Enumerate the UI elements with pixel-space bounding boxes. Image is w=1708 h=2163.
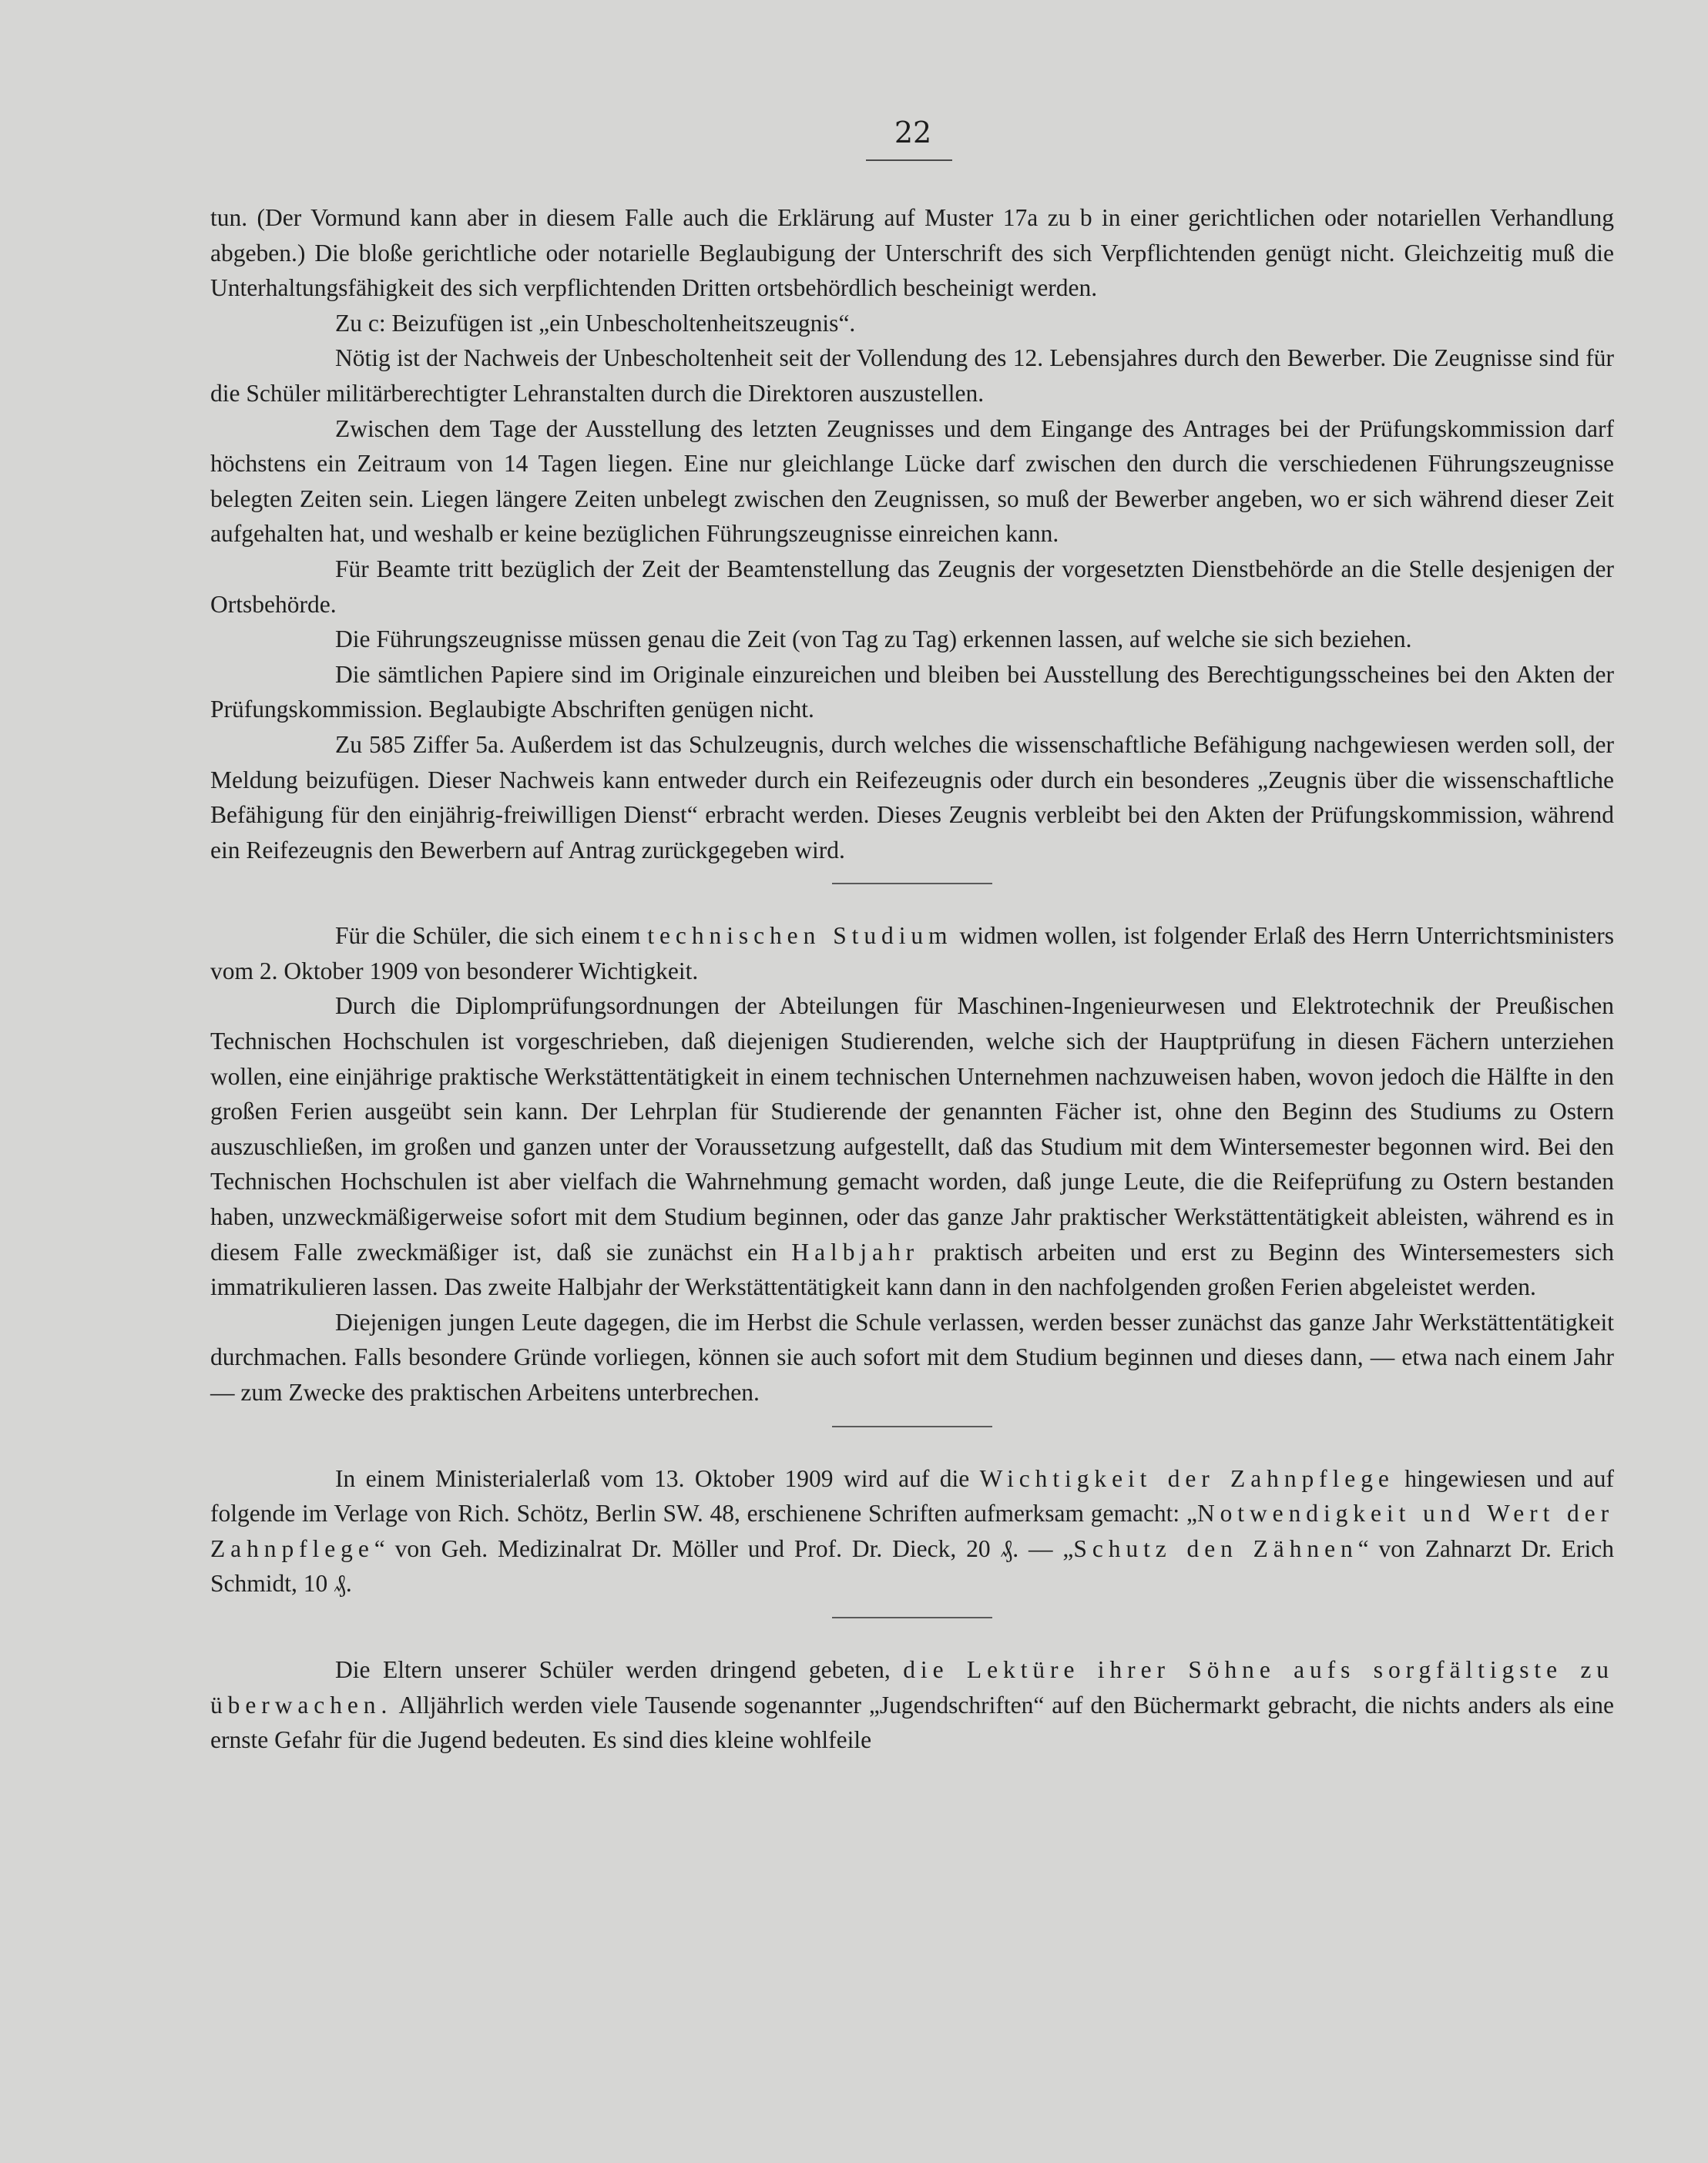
paragraph: In einem Ministerialerlaß vom 13. Oktober 1909 wird auf die Wichtigkeit der Zahnpflege hingewiesen und auf folgende im Verlage von Rich. Schötz, Berlin SW. 48, erschienene Schriften aufmerksam gemacht: „Notwendigkeit und Wert der Zahnpflege“ von Geh. Medizinalrat Dr. Möller und Prof. Dr. Dieck, 20 ₰. — „Schutz den Zähnen“ von Zahnarzt Dr. Erich Schmidt, 10 ₰. bbox=[210, 1464, 1615, 1598]
section-divider bbox=[832, 883, 992, 884]
paragraph: Diejenigen jungen Leute dagegen, die im Herbst die Schule verlassen, werden besser zunächst das ganze Jahr Werkstättentätigkeit durchmachen. Falls besondere Gründe vorliegen, können sie auch sofort mit dem Studium beginnen und dieses dann, — etwa nach einem Jahr — zum Zwecke des praktischen Arbeitens unterbrechen. bbox=[210, 1308, 1614, 1406]
paragraph: Die sämtlichen Papiere sind im Originale einzureichen und bleiben bei Ausstellung des Berechtigungsscheines bei den Akten der Prüfungskommission. Beglaubigte Abschriften genügen nicht. bbox=[210, 660, 1614, 723]
paragraph: Zwischen dem Tage der Ausstellung des letzten Zeugnisses und dem Eingange des Antrages bei der Prüfungskommission darf höchstens ein Zeitraum von 14 Tagen liegen. Eine nur gleichlange Lücke darf zwischen den durch die verschiedenen Führungszeugnisse belegten Zeiten sein. Liegen längere Zeiten unbelegt zwischen den Zeugnissen, so muß der Bewerber angeben, wo er sich während dieser Zeit aufgehalten hat, und weshalb er keine bezüglichen Führungszeugnisse einreichen kann. bbox=[210, 414, 1614, 548]
spaced-emphasis: Halbjahr bbox=[791, 1238, 920, 1266]
paragraph: Zu c: Beizufügen ist „ein Unbescholtenheitszeugnis“. bbox=[335, 309, 856, 337]
spaced-emphasis: technischen Studium bbox=[647, 922, 953, 950]
paragraph: tun. (Der Vormund kann aber in diesem Falle auch die Erklärung auf Muster 17a zu b in einer gerichtlichen oder notariellen Verhandlung abgeben.) Die bloße gerichtliche oder notarielle Beglaubigung der Unterschrift des sich Verpflichtenden genügt nicht. Gleichzeitig muß die Unterhaltungsfähigkeit des sich verpflichtenden Dritten ortsbehördlich bescheinigt werden. bbox=[210, 204, 1614, 302]
section-divider bbox=[832, 1617, 992, 1618]
spaced-emphasis: Notwendigkeit und Wert der Zahnpflege bbox=[210, 1500, 1615, 1562]
spaced-emphasis: Wichtigkeit der Zahnpflege bbox=[979, 1464, 1394, 1492]
paragraph: Für Beamte tritt bezüglich der Zeit der Beamtenstellung das Zeugnis der vorgesetzten Dienstbehörde an die Stelle desjenigen der Ortsbehörde. bbox=[210, 555, 1614, 618]
section-divider bbox=[832, 1426, 992, 1427]
paragraph: Durch die Diplomprüfungsordnungen der Abteilungen für Maschinen-Ingenieurwesen und Elektrotechnik der Preußischen Technischen Hochschulen ist vorgeschrieben, daß diejenigen Studierenden, welche sich der Hauptprüfung in diesen Fächern unterziehen wollen, eine einjährige praktische Werkstättentätigkeit in einem technischen Unternehmen nachzuweisen haben, wovon jedoch die Hälfte in den großen Ferien ausgeübt sein kann. Der Lehrplan für Studierende der genannten Fächer ist, ohne den Beginn des Studiums zu Ostern auszuschließen, im großen und ganzen unter der Voraussetzung aufgestellt, daß das Studium mit dem Wintersemester begonnen wird. Bei den Technischen Hochschulen ist aber vielfach die Wahrnehmung gemacht worden, daß junge Leute, die die Reifeprüfung zu Ostern bestanden haben, unzweckmäßigerweise sofort mit dem Studium beginnen, oder das ganze Jahr praktischer Werkstättentätigkeit ableisten, während es in diesem Falle zweckmäßiger ist, daß sie zunächst ein Halbjahr praktisch arbeiten und erst zu Beginn des Wintersemesters sich immatrikulieren lassen. Das zweite Halbjahr der Werkstättentätigkeit kann dann in den nachfolgenden großen Ferien abgeleistet werden. bbox=[210, 992, 1614, 1301]
paragraph: Nötig ist der Nachweis der Unbescholtenheit seit der Vollendung des 12. Lebensjahres durch den Bewerber. Die Zeugnisse sind für die Schüler militärberechtigter Lehranstalten durch die Direktoren auszustellen. bbox=[210, 344, 1614, 407]
page-number: 22 bbox=[894, 116, 932, 149]
paragraph: Die Eltern unserer Schüler werden dringend gebeten, die Lektüre ihrer Söhne aufs sorgfältigste zu überwachen. Alljährlich werden viele Tausende sogenannter „Jugendschriften“ auf den Büchermarkt gebracht, die nichts anders als eine ernste Gefahr für die Jugend bedeuten. Es sind dies kleine wohlfeile bbox=[210, 1655, 1614, 1754]
body-text bbox=[210, 200, 1614, 1758]
paragraph: Die Führungszeugnisse müssen genau die Zeit (von Tag zu Tag) erkennen lassen, auf welche sie sich beziehen. bbox=[335, 625, 1412, 653]
spaced-emphasis: die Lektüre ihrer Söhne aufs sorgfältigste zu überwachen. bbox=[210, 1655, 1614, 1719]
paragraph: Für die Schüler, die sich einem technischen Studium widmen wollen, ist folgender Erlaß des Herrn Unterrichtsministers vom 2. Oktober 1909 von besonderer Wichtigkeit. bbox=[210, 922, 1614, 984]
paragraph: Zu 585 Ziffer 5a. Außerdem ist das Schulzeugnis, durch welches die wissenschaftliche Befähigung nachgewiesen werden soll, der Meldung beizufügen. Dieser Nachweis kann entweder durch ein Reifezeugnis oder durch ein besonderes „Zeugnis über die wissenschaftliche Befähigung für den einjährig-freiwilligen Dienst“ erbracht werden. Dieses Zeugnis verbleibt bei den Akten der Prüfungskommission, während ein Reifezeugnis den Bewerbern auf Antrag zurückgegeben wird. bbox=[210, 730, 1614, 864]
spaced-emphasis: Schutz den Zähnen bbox=[1073, 1534, 1358, 1562]
page-number-underline bbox=[866, 159, 952, 161]
